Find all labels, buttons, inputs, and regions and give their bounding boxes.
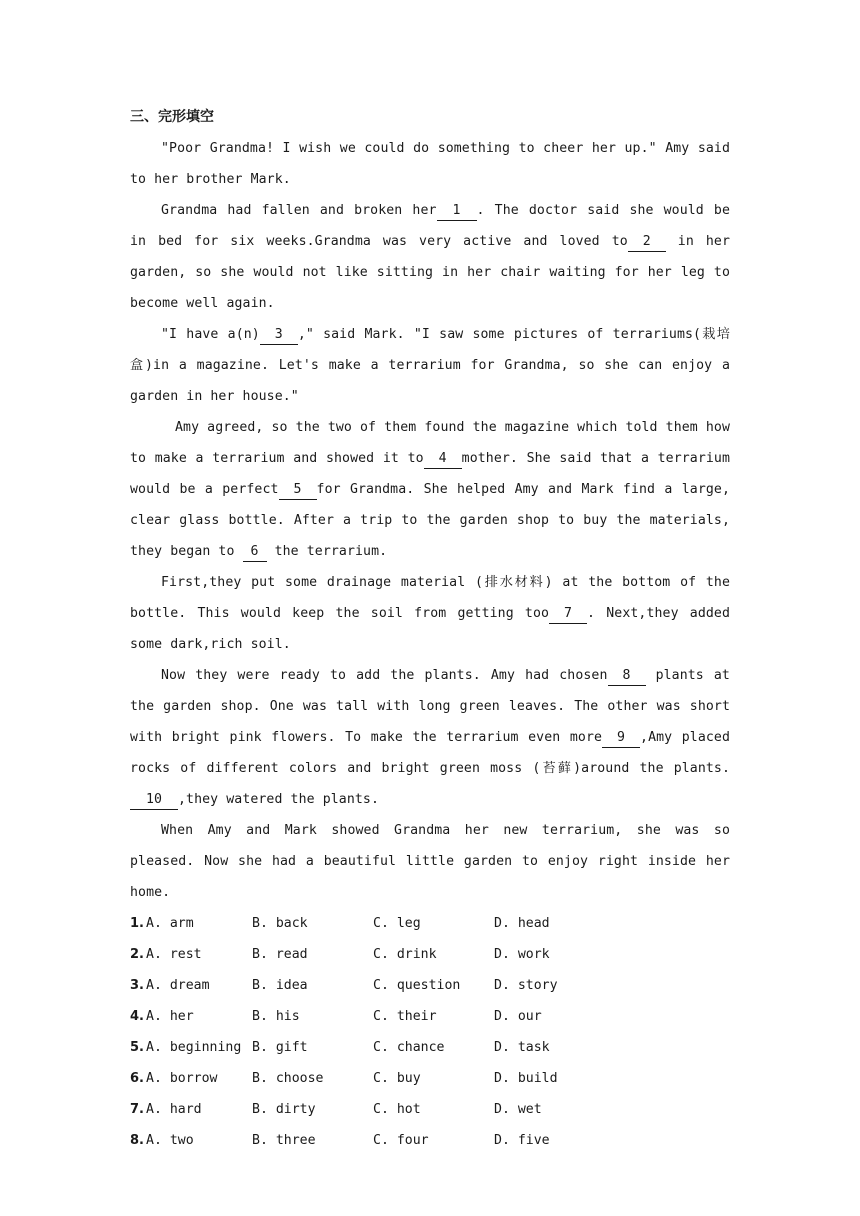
- question-row: [130, 939, 730, 970]
- passage-text: "I have a(n): [161, 327, 260, 342]
- option-d[interactable]: D. our: [494, 1009, 542, 1024]
- option-d[interactable]: D. build: [494, 1071, 558, 1086]
- passage-text: ," said Mark. "I saw some pictures of terrariums(栽培盒)in a magazine. Let's make a terrarium for Grandma, so she can enjoy a garden in her house.": [130, 327, 730, 404]
- passage-paragraph: [130, 567, 730, 660]
- question-row: [130, 908, 730, 939]
- section-title: 三、完形填空: [130, 109, 214, 125]
- question-row: [130, 1125, 730, 1156]
- passage-text: for Grandma. She helped Amy and Mark find a large, clear glass bottle. After a trip to the garden shop to buy the materials, they began to: [130, 482, 730, 559]
- option-b[interactable]: B. gift: [252, 1040, 308, 1055]
- blank-2[interactable]: 2: [628, 233, 666, 252]
- blank-10[interactable]: 10: [130, 791, 178, 810]
- question-number: 1.: [130, 916, 144, 931]
- option-c[interactable]: C. chance: [373, 1040, 445, 1055]
- blank-4[interactable]: 4: [424, 450, 462, 469]
- blank-8[interactable]: 8: [608, 667, 646, 686]
- passage-text: ,they watered the plants.: [178, 792, 379, 807]
- option-a[interactable]: A. beginning: [146, 1040, 242, 1055]
- blank-5[interactable]: 5: [279, 481, 317, 500]
- passage-text: Now they were ready to add the plants. Amy had chosen: [161, 668, 608, 683]
- blank-6[interactable]: 6: [243, 543, 267, 562]
- question-number: 4.: [130, 1009, 144, 1024]
- option-a[interactable]: A. her: [146, 1009, 194, 1024]
- question-row: [130, 1032, 730, 1063]
- option-b[interactable]: B. his: [252, 1009, 300, 1024]
- option-a[interactable]: A. arm: [146, 916, 194, 931]
- passage-text: plants at the garden shop. One was tall with long green leaves. The other was short with bright pink flowers. To make the terrarium even more: [130, 668, 730, 745]
- option-b[interactable]: B. three: [252, 1133, 316, 1148]
- option-b[interactable]: B. choose: [252, 1071, 324, 1086]
- option-a[interactable]: A. two: [146, 1133, 194, 1148]
- option-c[interactable]: C. leg: [373, 916, 421, 931]
- passage-text: When Amy and Mark showed Grandma her new terrarium, she was so pleased. Now she had a beautiful little garden to enjoy right inside her home.: [130, 823, 730, 900]
- option-c[interactable]: C. their: [373, 1009, 437, 1024]
- option-a[interactable]: A. rest: [146, 947, 202, 962]
- answer-options: [130, 908, 730, 1156]
- question-row: [130, 1094, 730, 1125]
- passage-paragraph: [130, 815, 730, 908]
- question-number: 6.: [130, 1071, 144, 1086]
- option-d[interactable]: D. work: [494, 947, 550, 962]
- passage-text: . The doctor said she would be in bed for six weeks.Grandma was very active and loved to: [130, 203, 731, 249]
- passage-text: Amy agreed, so the two of them found the magazine which told them how to make a terrarium and showed it to: [130, 420, 730, 466]
- passage-text: the terrarium.: [266, 544, 388, 559]
- blank-3[interactable]: 3: [260, 326, 298, 345]
- passage-text: ,Amy placed rocks of different colors and bright green moss (苔藓)around the plants.: [130, 730, 730, 776]
- option-c[interactable]: C. drink: [373, 947, 437, 962]
- option-b[interactable]: B. read: [252, 947, 308, 962]
- option-c[interactable]: C. buy: [373, 1071, 421, 1086]
- question-row: [130, 1063, 730, 1094]
- cloze-passage: [130, 133, 730, 908]
- cloze-section: [130, 102, 730, 1156]
- option-b[interactable]: B. back: [252, 916, 308, 931]
- blank-7[interactable]: 7: [549, 605, 587, 624]
- question-number: 3.: [130, 978, 144, 993]
- option-b[interactable]: B. idea: [252, 978, 308, 993]
- passage-text: Grandma had fallen and broken her: [161, 203, 437, 218]
- option-a[interactable]: A. borrow: [146, 1071, 218, 1086]
- question-number: 5.: [130, 1040, 144, 1055]
- passage-text: First,they put some drainage material (排水材料) at the bottom of the bottle. This would keep the soil from getting too: [130, 575, 730, 621]
- passage-text: mother. She said that a terrarium would be a perfect: [130, 451, 730, 497]
- passage-text: in her garden, so she would not like sitting in her chair waiting for her leg to become well again.: [130, 234, 730, 311]
- blank-1[interactable]: 1: [437, 202, 477, 221]
- question-row: [130, 970, 730, 1001]
- question-number: 8.: [130, 1133, 144, 1148]
- passage-paragraph: [130, 412, 730, 567]
- option-d[interactable]: D. story: [494, 978, 558, 993]
- passage-paragraph: [130, 319, 730, 412]
- option-a[interactable]: A. hard: [146, 1102, 202, 1117]
- option-d[interactable]: D. head: [494, 916, 550, 931]
- option-b[interactable]: B. dirty: [252, 1102, 316, 1117]
- option-d[interactable]: D. wet: [494, 1102, 542, 1117]
- passage-text: "Poor Grandma! I wish we could do something to cheer her up." Amy said to her brother Mark.: [130, 141, 730, 187]
- option-c[interactable]: C. question: [373, 978, 461, 993]
- option-c[interactable]: C. hot: [373, 1102, 421, 1117]
- passage-paragraph: [130, 133, 730, 195]
- option-c[interactable]: C. four: [373, 1133, 429, 1148]
- option-d[interactable]: D. five: [494, 1133, 550, 1148]
- blank-9[interactable]: 9: [602, 729, 640, 748]
- question-number: 2.: [130, 947, 144, 962]
- question-row: [130, 1001, 730, 1032]
- option-d[interactable]: D. task: [494, 1040, 550, 1055]
- passage-text: . Next,they added some dark,rich soil.: [130, 606, 730, 652]
- option-a[interactable]: A. dream: [146, 978, 210, 993]
- question-number: 7.: [130, 1102, 144, 1117]
- passage-paragraph: [130, 660, 730, 815]
- passage-paragraph: [130, 195, 730, 319]
